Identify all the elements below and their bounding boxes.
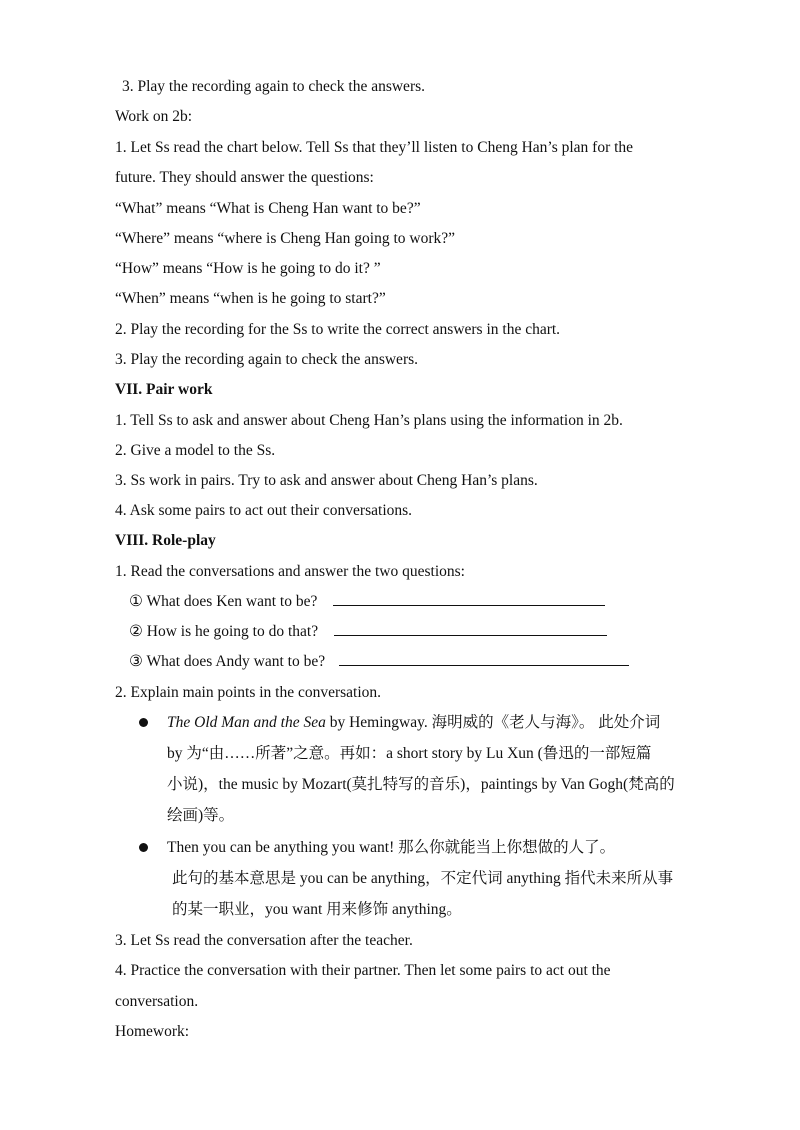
question-andy: [129, 651, 629, 673]
bullet-1-row-1-rest: by Hemingway. 海明威的《老人与海》。 此处介词: [325, 714, 661, 731]
question-when: “When” means “when is he going to start?”: [115, 290, 386, 307]
role-step-4: 4. Practice the conversation with their partner. Then let some pairs to act out the: [115, 962, 611, 979]
heading-homework: Homework:: [115, 1023, 190, 1040]
answer-blank-1[interactable]: [333, 591, 605, 606]
bullet-2-row-2: 此句的基本意思是 you can be anything，不定代词 anything 指代未来所从事: [172, 870, 674, 887]
bullet-1-row-2: by 为“由……所著”之意。再如：a short story by Lu Xun (鲁迅的一部短篇: [167, 745, 652, 762]
question-ken: [129, 591, 605, 613]
role-step-4-cont: conversation.: [115, 993, 199, 1010]
bullet-2-row-3: 的某一职业，you want 用来修饰 anything。: [172, 901, 462, 918]
step-check-answers-2: 3. Play the recording again to check the answers.: [115, 351, 419, 368]
bullet-1-row-1: [167, 707, 692, 738]
question-andy-text: ③ What does Andy want to be?: [129, 653, 326, 670]
book-title: The Old Man and the Sea: [167, 714, 326, 731]
step-read-chart-cont: future. They should answer the questions:: [115, 169, 374, 186]
question-how: “How” means “How is he going to do it? ”: [115, 260, 381, 277]
answer-blank-2[interactable]: [334, 621, 607, 636]
pair-step-3: 3. Ss work in pairs. Try to ask and answer about Cheng Han’s plans.: [115, 472, 538, 489]
bullet-1-row-4: 绘画)等。: [167, 807, 235, 824]
step-check-answers-1: 3. Play the recording again to check the answers.: [122, 78, 426, 95]
question-ken-text: ① What does Ken want to be?: [129, 593, 318, 610]
question-how-going-text: ② How is he going to do that?: [129, 623, 319, 640]
question-how-going: [129, 621, 607, 643]
role-step-3: 3. Let Ss read the conversation after the teacher.: [115, 932, 413, 949]
question-what: “What” means “What is Cheng Han want to be?”: [115, 200, 421, 217]
bullet-dot-1: [139, 718, 148, 727]
bullet-2-text: [167, 832, 692, 925]
role-step-1: 1. Read the conversations and answer the two questions:: [115, 563, 465, 580]
role-step-2: 2. Explain main points in the conversation.: [115, 684, 382, 701]
step-read-chart: 1. Let Ss read the chart below. Tell Ss that they’ll listen to Cheng Han’s plan for the: [115, 139, 634, 156]
question-where: “Where” means “where is Cheng Han going to work?”: [115, 230, 456, 247]
pair-step-1: 1. Tell Ss to ask and answer about Cheng Han’s plans using the information in 2b.: [115, 412, 623, 429]
answer-blank-3[interactable]: [339, 651, 629, 666]
heading-pair-work: VII. Pair work: [115, 381, 213, 398]
pair-step-2: 2. Give a model to the Ss.: [115, 442, 276, 459]
heading-role-play: VIII. Role-play: [115, 532, 216, 549]
bullet-dot-2: [139, 843, 148, 852]
bullet-1-text: [167, 707, 692, 831]
pair-step-4: 4. Ask some pairs to act out their conversations.: [115, 502, 413, 519]
bullet-1-row-3: 小说)，the music by Mozart(莫扎特写的音乐)，paintings by Van Gogh(梵高的: [167, 776, 675, 793]
heading-work-on-2b: Work on 2b:: [115, 108, 193, 125]
bullet-2-row-1: Then you can be anything you want! 那么你就能当上你想做的人了。: [167, 839, 616, 856]
step-play-recording: 2. Play the recording for the Ss to write the correct answers in the chart.: [115, 321, 561, 338]
